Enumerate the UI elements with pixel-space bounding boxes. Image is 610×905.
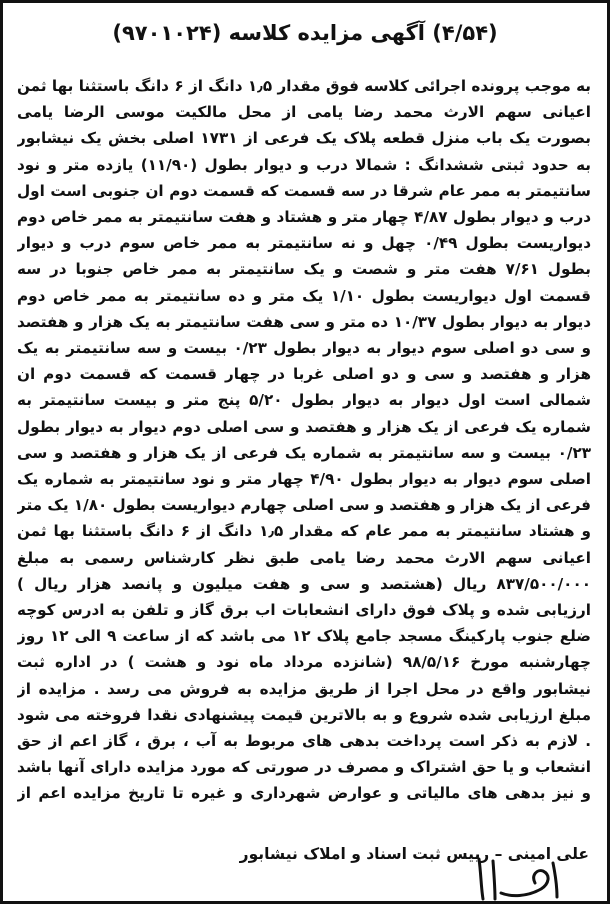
notice-body: به موجب پرونده اجرائی کلاسه فوق مقدار ۱٫۵ دانگ از ۶ دانگ باستثنا بها ثمن اعیانی سهم الارث محمد رضا یامی از محل مالکیت موسی الرضا یامی بصورت یک باب منزل قطعه پلاک یک فرعی از ۱۷۳۱ اصلی بخش یک نیشابور به حدود ثبتی ششدانگ : شمالا درب و دیوار بطول (۱۱/۹۰) یازده متر و نود سانتیمتر به ممر عام شرقا در سه قسمت که قسمت دوم ان جنوبی است اول درب و دیوار بطول ۴/۸۷ چهار متر و هشتاد و هفت سانتیمتر به ممر خاص دوم دیواریست بطول ۰/۴۹ چهل و نه سانتیمتر به ممر خاص سوم درب و دیوار بطول ۷/۶۱ هفت متر و شصت و یک سانتیمتر به ممر خاص جنوبا در سه قسمت اول دیواریست بطول ۱/۱۰ یک متر و ده سانتیمتر به ممر خاص دوم دیوار به دیوار بطول ۱۰/۳۷ ده متر و سی هفت سانتیمتر به یک هزار و هفتصد و سی دو اصلی سوم دیوار به دیوار بطول ۰/۲۳ بیست و سه سانتیمتر به یک هزار و هفتصد و سی و دو اصلی غربا در چهار قسمت که قسمت دوم ان شمالی است اول دیوار به دیوار بطول ۵/۲۰ پنج متر و بیست سانتیمتر به شماره یک فرعی از یک هزار و هفتصد و سی اصلی دوم دیوار به دیوار بطول ۰/۲۳ بیست و سه سانتیمتر به شماره یک فرعی از یک هزار و هفتصد و سی اصلی سوم دیوار به دیوار بطول ۴/۹۰ چهار متر و نود سانتیمتر به شماره یک فرعی از یک هزار و هفتصد و سی اصلی چهارم دیواریست بطول ۱/۸۰ یک متر و هشتاد سانتیمتر به ممر عام که مقدار ۱٫۵ دانگ از ۶ دانگ باستثنا بها ثمن اعیانی سهم الارث محمد رضا یامی طبق نظر کارشناس رسمی به مبلغ ۸۳۷/۵۰۰/۰۰۰ ریال (هشتصد و سی و هفت میلیون و پانصد هزار ریال ) ارزیابی شده و پلاک فوق دارای انشعابات اب برق گاز و تلفن به ادرس کوچه ضلع جنوب پارکینگ مسجد جامع پلاک ۱۲ می باشد که از ساعت ۹ الی ۱۲ روز چهارشنبه مورخ ۹۸/۵/۱۶ (شانزده مرداد ماه نود و هشت ) در اداره ثبت نیشابور واقع در محل اجرا از طریق مزایده به فروش می رسد . مزایده از مبلغ ارزیابی شده شروع و به بالاترین قیمت پیشنهادی نقدا فروخته می شود . لازم به ذکر است پرداخت بدهی های مربوط به آب ، برق ، گاز اعم از حق انشعاب و یا حق اشتراک و مصرف در صورتی که مورد مزایده دارای آنها باشد و نیز بدهی های مالیاتی و عوارض شهرداری و غیره تا تاریخ مزایده اعم از [17,77,591,803]
notice-signature: علی امینی – رییس ثبت اسناد و املاک نیشابور [239,845,589,863]
handwritten-mark-icon [471,853,581,905]
notice-title: (۴/۵۴) آگهی مزایده کلاسه (۹۷۰۱۰۲۴) [112,21,498,45]
